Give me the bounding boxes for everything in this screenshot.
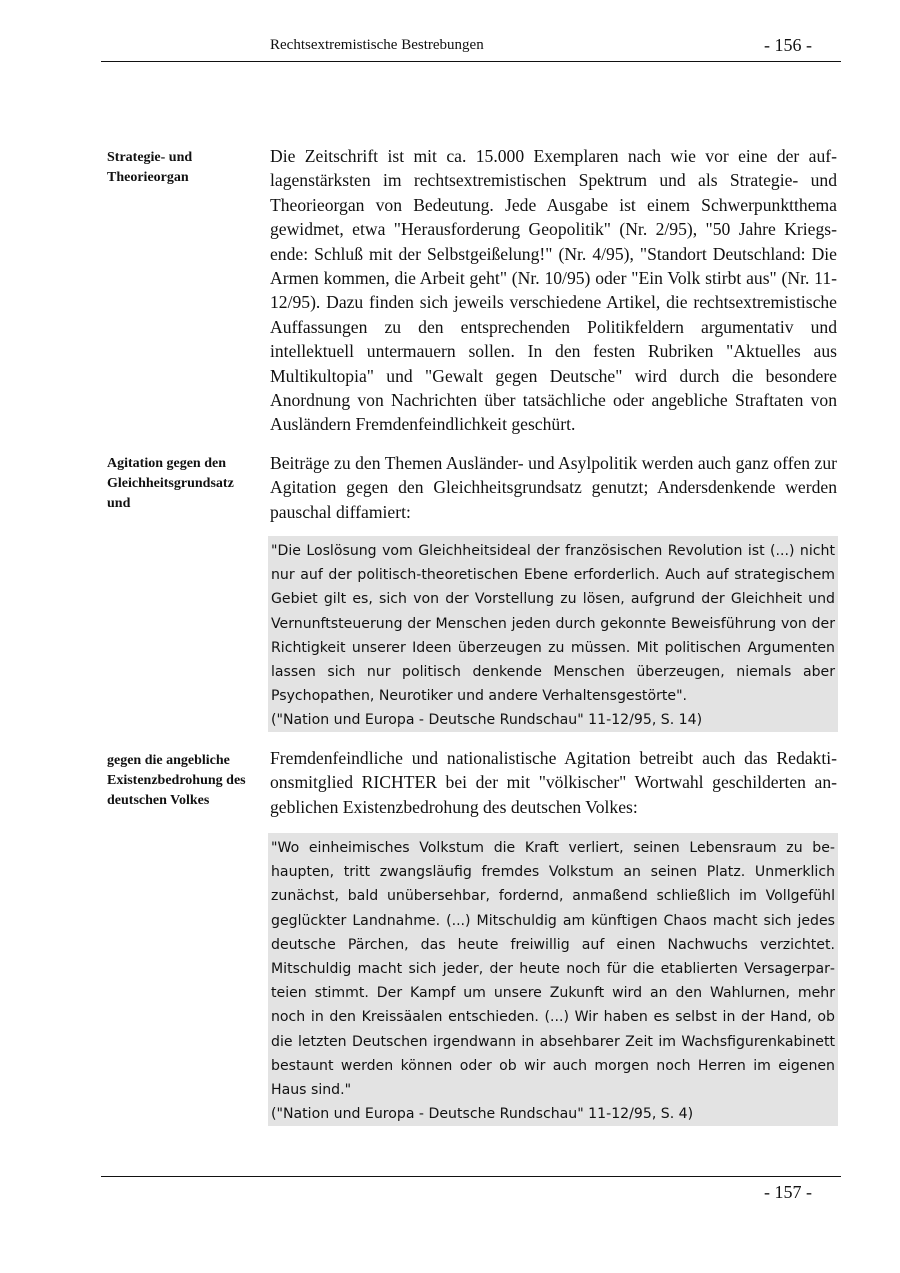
footer-page-number: - 157 - xyxy=(764,1182,812,1202)
quote-text: "Die Loslösung vom Gleichheitsideal der französischen Revolution ist (...) nicht nur auf der politisch-theoretischen Ebene erforderlich. Auch auf strategischem Gebiet gilt es, sich von der Vorstellung zu lösen, aufgrund der Gleichheit und Vernunftsteuerung der Menschen jeden durch gekonnte Beweisführung von der Richtigkeit unserer Ideen überzeugen zu müssen. Mit politischen Argumenten lassen sich nur politisch denkende Menschen überzeugen, niemals aber Psychopathen, Neurotiker und andere Verhaltensgestörte". xyxy=(271,543,835,705)
quote-block-existence xyxy=(268,833,838,1126)
margin-note-strategy: Strategie- und Theorieorgan xyxy=(107,150,193,185)
paragraph-agitation: Beiträge zu den Themen Ausländer- und Asylpolitik werden auch ganz offen zur Agitation gegen den Gleichheitsgrundsatz genutzt; Andersdenkende werden pauschal diffamiert: xyxy=(270,453,837,522)
running-header-title: Rechtsextremistische Bestrebungen xyxy=(270,37,484,53)
header-page-number: - 156 - xyxy=(764,35,812,55)
paragraph-strategy: Die Zeitschrift ist mit ca. 15.000 Exemplaren nach wie vor eine der auflagenstärksten im rechtsextremistischen Spektrum und als Strategie- und Theorieorgan von Bedeutung. Jede Ausgabe ist einem Schwerpunktthema gewidmet, etwa "Herausforderung Geopolitik" (Nr. 2/95), "50 Jahre Kriegsende: Schluß mit der Selbstgeißelung!" (Nr. 4/95), "Standort Deutschland: Die Armen kommen, die Arbeit geht" (Nr. 10/95) oder "Ein Volk stirbt aus" (Nr. 11-12/95). Dazu finden sich jeweils verschiedene Artikel, die rechtsextremistische Auffassungen zu den entsprechenden Politikfeldern argumentativ und intellektuell untermauern sollen. In den festen Rubriken "Aktuelles aus Multikultopia" und "Gewalt gegen Deutsche" wird durch die besondere Anordnung von Nachrichten über tatsächliche oder angebliche Straftaten von Ausländern Fremdenfeindlichkeit geschürt. xyxy=(270,146,837,435)
margin-note-agitation: Agitation gegen den Gleichheitsgrundsatz und xyxy=(107,456,234,511)
header-rule xyxy=(101,61,841,62)
quote-block-agitation xyxy=(268,536,838,732)
quote-source: ("Nation und Europa - Deutsche Rundschau" 11-12/95, S. 14) xyxy=(271,712,703,729)
footer-rule xyxy=(101,1176,841,1177)
margin-note-existence: gegen die angebliche Existenzbedrohung des deutschen Volkes xyxy=(107,753,246,808)
paragraph-existence: Fremdenfeindliche und nationalistische Agitation betreibt auch das Redaktionsmitglied RICHTER bei der mit "völkischer" Wortwahl geschilderten angeblichen Existenzbedrohung des deutschen Volkes: xyxy=(270,748,837,817)
quote-text: "Wo einheimisches Volkstum die Kraft verliert, seinen Lebensraum zu behaupten, tritt zwangsläufig fremdes Volkstum an seinen Platz. Unmerklich zunächst, bald unübersehbar, fordernd, anmaßend schließlich im Vollgefühl geglückter Landnahme. (...) Mitschuldig am künftigen Chaos macht sich jedes deutsche Pärchen, das heute freiwillig auf einen Nachwuchs verzichtet. Mitschuldig macht sich jeder, der heute noch für die etablierten Versagerparteien stimmt. Der Kampf um unsere Zukunft wird an den Wahlurnen, mehr noch in den Kreissäalen entschieden. (...) Wir haben es selbst in der Hand, ob die letzten Deutschen irgendwann in absehbarer Zeit im Wachsfigurenkabinett bestaunt werden können oder ob wir auch morgen noch Herren im eigenen Haus sind." xyxy=(271,840,835,1099)
quote-source: ("Nation und Europa - Deutsche Rundschau" 11-12/95, S. 4) xyxy=(271,1106,694,1123)
